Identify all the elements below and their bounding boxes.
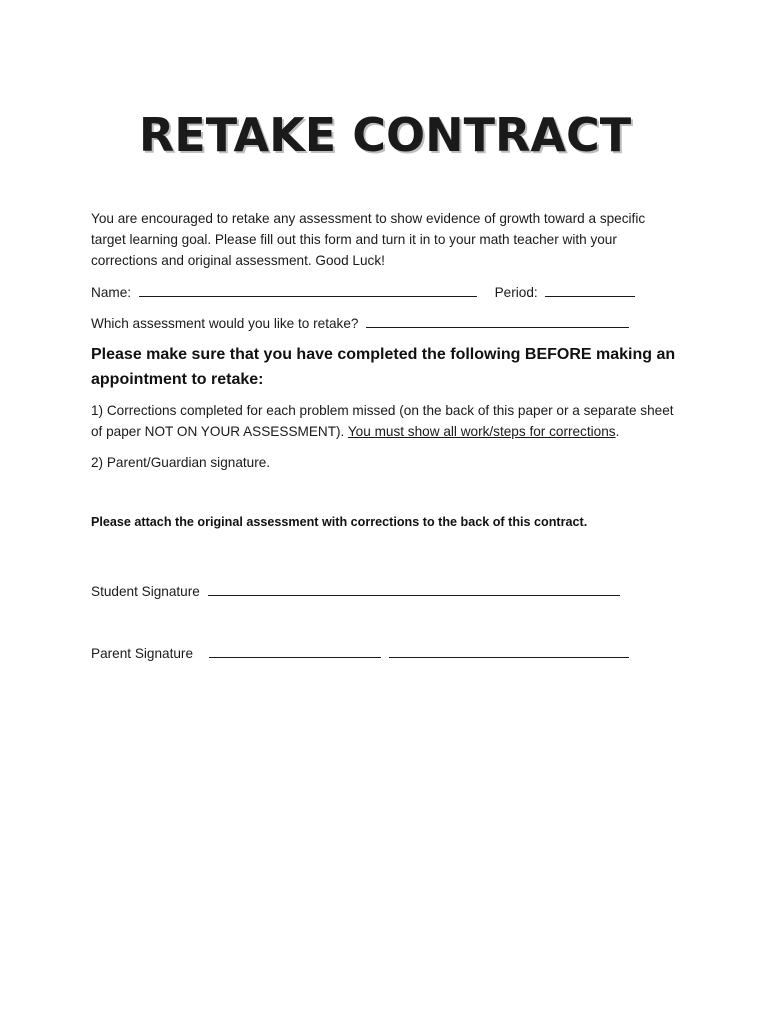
parent-signature-line[interactable] bbox=[209, 644, 381, 658]
student-signature-label: Student Signature bbox=[91, 584, 200, 599]
parent-signature-row bbox=[91, 644, 629, 661]
period-label: Period: bbox=[494, 285, 538, 300]
name-period-row bbox=[91, 283, 635, 300]
requirement-1-text: 1) Corrections completed for each problem missed (on the back of this paper or a separate sheet of paper NOT ON YOUR ASSESSMENT). bbox=[91, 403, 674, 439]
requirements-heading: Please make sure that you have completed the following BEFORE making an appointment to retake: bbox=[91, 346, 676, 388]
period-field-line[interactable] bbox=[545, 283, 635, 297]
name-label: Name: bbox=[91, 285, 132, 300]
parent-date-line[interactable] bbox=[389, 644, 629, 658]
assessment-row bbox=[91, 314, 629, 331]
intro-paragraph: You are encouraged to retake any assessment to show evidence of growth toward a specific target learning goal. Please fill out this form and turn it in to your math teacher with your corrections and original assessment. Good Luck! bbox=[91, 211, 646, 268]
parent-signature-label: Parent Signature bbox=[91, 646, 194, 661]
assessment-question-label: Which assessment would you like to retake? bbox=[91, 316, 359, 331]
student-signature-line[interactable] bbox=[208, 582, 620, 596]
requirement-1-end: . bbox=[615, 424, 620, 439]
assessment-field-line[interactable] bbox=[366, 314, 629, 328]
requirement-1-emphasis: You must show all work/steps for corrections bbox=[347, 424, 616, 439]
requirement-2: 2) Parent/Guardian signature. bbox=[91, 455, 271, 470]
requirement-1 bbox=[91, 400, 681, 442]
name-field-line[interactable] bbox=[139, 283, 477, 297]
student-signature-row bbox=[91, 582, 620, 599]
attach-note: Please attach the original assessment with corrections to the back of this contract. bbox=[91, 515, 588, 529]
document-title: RETAKE CONTRACT bbox=[138, 108, 632, 162]
